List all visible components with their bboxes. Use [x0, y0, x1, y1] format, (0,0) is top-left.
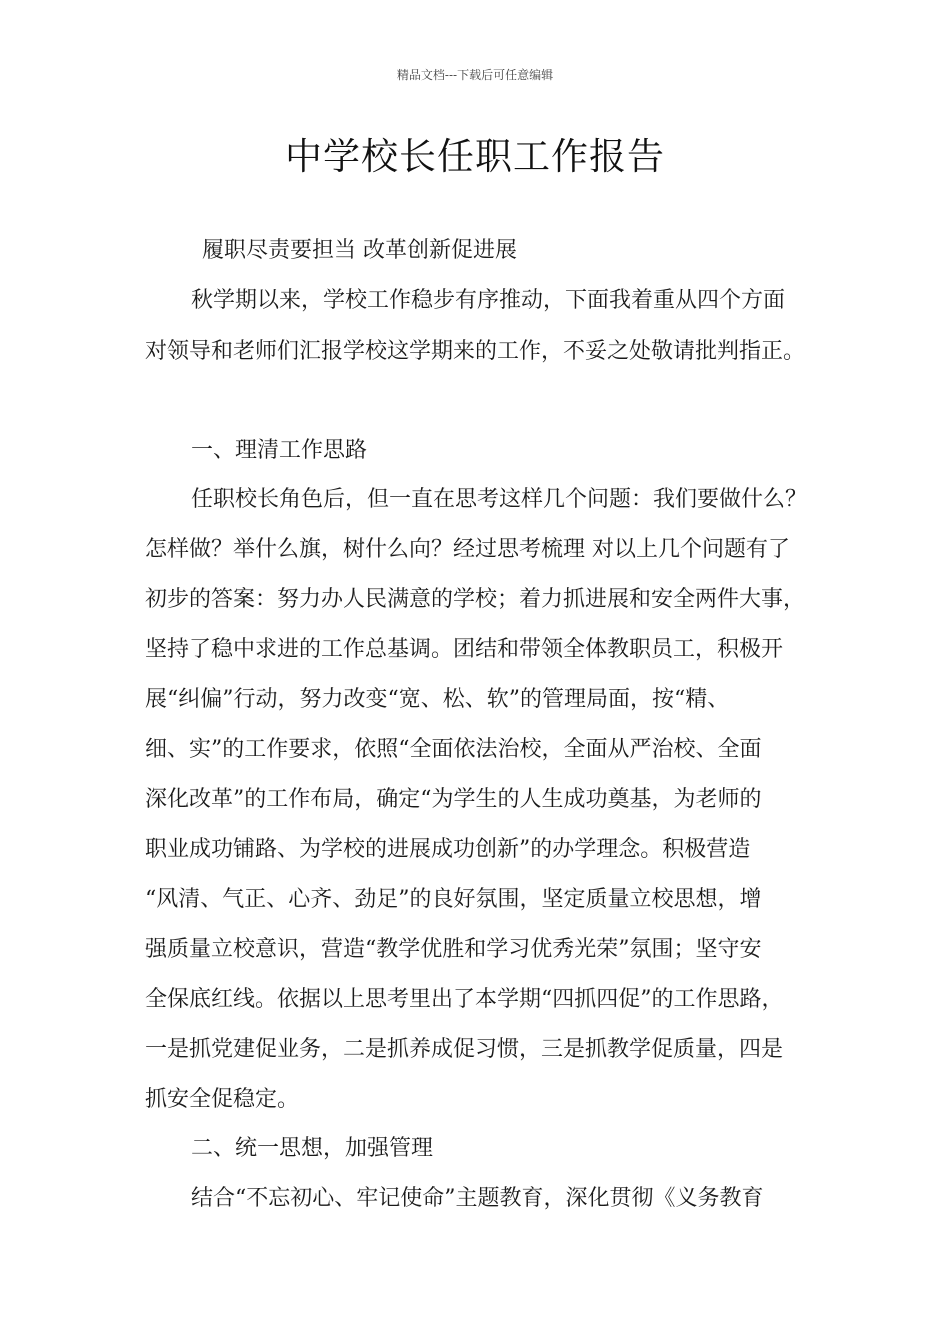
paragraph-line: “风清、气正、心齐、劲足”的良好氛围，坚定质量立校思想，增 — [145, 887, 762, 912]
paragraph-line: 任职校长角色后，但一直在思考这样几个问题：我们要做什么？ — [191, 487, 808, 512]
paragraph-line: 对领导和老师们汇报学校这学期来的工作，不妥之处敬请批判指正。 — [145, 339, 806, 364]
paragraph-line: 一是抓党建促业务，二是抓养成促习惯，三是抓教学促质量，四是 — [145, 1037, 784, 1062]
paragraph-line: 展“纠偏”行动，努力改变“宽、松、软”的管理局面，按“精、 — [145, 687, 730, 712]
section-heading: 一、理清工作思路 — [191, 438, 368, 463]
paragraph-line: 细、实”的工作要求，依照“全面依法治校，全面从严治校、全面 — [145, 737, 762, 762]
paragraph-line: 秋学期以来，学校工作稳步有序推动，下面我着重从四个方面 — [191, 288, 786, 313]
document-subtitle: 履职尽责要担当 改革创新促进展 — [202, 238, 517, 263]
section-heading: 二、统一思想，加强管理 — [191, 1136, 434, 1161]
paragraph-line: 深化改革”的工作布局，确定“为学生的人生成功奠基，为老师的 — [145, 787, 762, 812]
paragraph-line: 坚持了稳中求进的工作总基调。团结和带领全体教职员工，积极开 — [145, 637, 784, 662]
paragraph-line: 初步的答案：努力办人民满意的学校；着力抓进展和安全两件大事， — [145, 587, 806, 612]
paragraph-line: 全保底红线。依据以上思考里出了本学期“四抓四促”的工作思路， — [145, 987, 784, 1012]
paragraph-line: 结合“不忘初心、牢记使命”主题教育，深化贯彻《义务教育 — [191, 1186, 764, 1211]
paragraph-line: 职业成功铺路、为学校的进展成功创新”的办学理念。积极营造 — [145, 837, 751, 862]
page-header-watermark: 精品文档---下载后可任意编辑 — [396, 68, 554, 82]
document-title: 中学校长任职工作报告 — [285, 135, 665, 178]
paragraph-line: 强质量立校意识，营造“教学优胜和学习优秀光荣”氛围；坚守安 — [145, 937, 762, 962]
paragraph-line: 怎样做？举什么旗，树什么向？经过思考梳理 对以上几个问题有了 — [145, 537, 790, 562]
paragraph-line: 抓安全促稳定。 — [145, 1087, 300, 1112]
